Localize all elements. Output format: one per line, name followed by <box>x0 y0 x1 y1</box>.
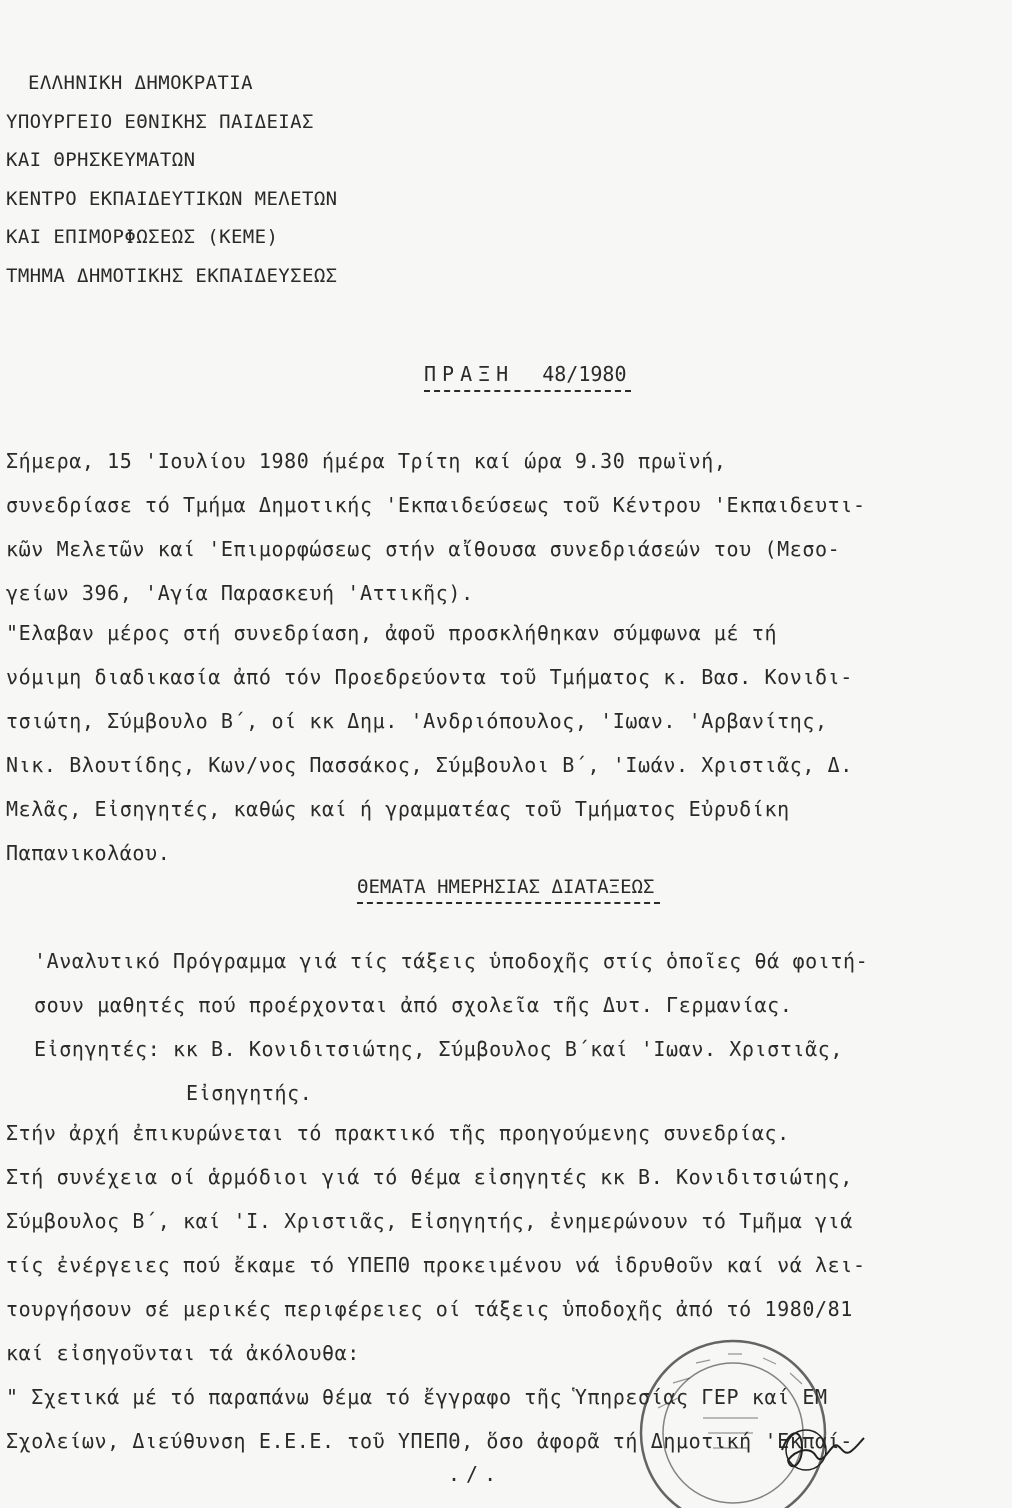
paragraph-line: Μελᾶς, Εἰσηγητές, καθώς καί ή γραμματέας τοῦ Τμήματος Εὐρυδίκη <box>6 797 790 821</box>
agenda-heading <box>357 876 654 898</box>
paragraph-session <box>6 440 866 616</box>
agenda-line: Εἰσηγητής. <box>186 1081 313 1105</box>
letterhead-line: ΚΑΙ ΘΡΗΣΚΕΥΜΑΤΩΝ <box>6 149 196 171</box>
paragraph-line: " Σχετικά μέ τό παραπάνω θέμα τό ἔγγραφο τῆς Ὑπηρεσίας ΓΕΡ καί ΕΜ <box>6 1385 828 1409</box>
agenda-heading-underline <box>357 902 660 904</box>
paragraph-participants <box>6 612 853 876</box>
title-word: ΠΡΑΞΗ <box>424 362 515 386</box>
agenda-line: 'Αναλυτικό Πρόγραμμα γιά τίς τάξεις ὑποδοχῆς στίς ὁποῖες θά φοιτή- <box>34 949 869 973</box>
paragraph-line: "Ελαβαν μέρος στή συνεδρίαση, ἀφοῦ προσκλήθηκαν σύμφωνα μέ τή <box>6 621 778 645</box>
letterhead-line: ΚΕΝΤΡΟ ΕΚΠΑΙΔΕΥΤΙΚΩΝ ΜΕΛΕΤΩΝ <box>6 187 338 210</box>
handwritten-signature <box>776 1420 866 1480</box>
paragraph-line: Παπανικολάου. <box>6 841 171 865</box>
paragraph-line: καί εἰσηγοῦνται τά ἀκόλουθα: <box>6 1341 360 1365</box>
paragraph-line: Σήμερα, 15 'Ιουλίου 1980 ήμέρα Τρίτη καί ώρα 9.30 πρωϊνή, <box>6 449 727 473</box>
paragraph-line: τουργήσουν σέ μερικές περιφέρειες οί τάξεις ὑποδοχῆς ἀπό τό 1980/81 <box>6 1297 853 1321</box>
title-underline <box>424 390 631 392</box>
paragraph-line: γείων 396, 'Αγία Παρασκευή 'Αττικῆς). <box>6 581 474 605</box>
paragraph-line: Στήν ἀρχή ἐπικυρώνεται τό πρακτικό τῆς προηγούμενης συνεδρίας. <box>6 1121 790 1145</box>
continuation-mark: ./. <box>448 1462 503 1486</box>
title-number: 48/1980 <box>542 362 627 386</box>
letterhead-line: ΚΑΙ ΕΠΙΜΟΡΦΩΣΕΩΣ (ΚΕΜΕ) <box>6 226 279 248</box>
paragraph-line: συνεδρίασε τό Τμήμα Δημοτικής 'Εκπαιδεύσεως τοῦ Κέντρου 'Εκπαιδευτι- <box>6 493 866 517</box>
paragraph-line: Σύμβουλος Β΄, καί 'Ι. Χριστιᾶς, Εἰσηγητής, ἐνημερώνουν τό Τμῆμα γιά <box>6 1209 853 1233</box>
document-title <box>424 362 627 386</box>
letterhead-line: ΥΠΟΥΡΓΕΙΟ ΕΘΝΙΚΗΣ ΠΑΙΔΕΙΑΣ <box>6 110 314 133</box>
letterhead <box>6 64 338 295</box>
agenda-heading-text: ΘΕΜΑΤΑ ΗΜΕΡΗΣΙΑΣ ΔΙΑΤΑΞΕΩΣ <box>357 876 655 898</box>
paragraph-line: Νικ. Βλουτίδης, Κων/νος Πασσάκος, Σύμβουλοι Β΄, 'Ιωάν. Χριστιᾶς, Δ. <box>6 753 853 777</box>
letterhead-line: ΕΛΛΗΝΙΚΗ ΔΗΜΟΚΡΑΤΙΑ <box>28 72 253 94</box>
agenda-item <box>6 940 868 1116</box>
paragraph-line: Σχολείων, Διεύθυνση Ε.Ε.Ε. τοῦ ΥΠΕΠΘ, ὅσο ἀφορᾶ τή Δημοτική 'Εκπαί- <box>6 1429 853 1453</box>
paragraph-line: κῶν Μελετῶν καί 'Επιμορφώσεως στήν αἴθουσα συνεδριάσεών του (Μεσο- <box>6 537 841 561</box>
paragraph-line: Στή συνέχεια οί ἁρμόδιοι γιά τό θέμα εἰσηγητές κκ Β. Κονιδιτσιώτης, <box>6 1165 853 1189</box>
paragraph-line: τσιώτη, Σύμβουλο Β΄, οί κκ Δημ. 'Ανδριόπουλος, 'Ιωαν. 'Αρβανίτης, <box>6 709 828 733</box>
letterhead-line: ΤΜΗΜΑ ΔΗΜΟΤΙΚΗΣ ΕΚΠΑΙΔΕΥΣΕΩΣ <box>6 264 338 287</box>
agenda-line: Εἰσηγητές: κκ Β. Κονιδιτσιώτης, Σύμβουλος Β΄καί 'Ιωαν. Χριστιᾶς, <box>34 1037 844 1061</box>
paragraph-line: τίς ἐνέργειες πού ἔκαμε τό ΥΠΕΠΘ προκειμένου νά ἱδρυθοῦν καί νά λει- <box>6 1253 866 1277</box>
paragraph-line: νόμιμη διαδικασία ἀπό τόν Προεδρεύοντα τοῦ Τμήματος κ. Βασ. Κονιδι- <box>6 665 853 689</box>
agenda-line: σουν μαθητές πού προέρχονται ἀπό σχολεῖα τῆς Δυτ. Γερμανίας. <box>34 993 793 1017</box>
